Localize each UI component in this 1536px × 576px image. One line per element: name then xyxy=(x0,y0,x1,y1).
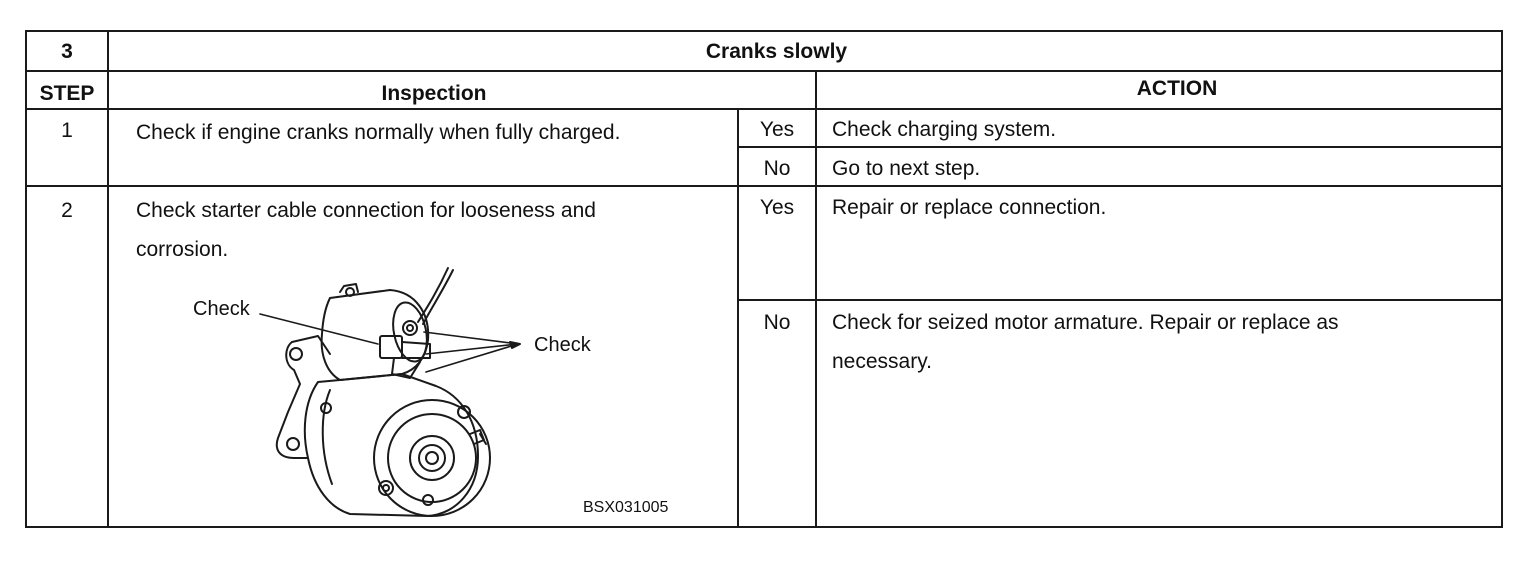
rule-step2-yes-bottom xyxy=(737,299,1503,301)
rule-title-bottom xyxy=(25,70,1503,72)
rule-top xyxy=(25,30,1503,32)
step-2-yes: Yes xyxy=(759,196,795,219)
rule-right xyxy=(1501,30,1503,528)
starter-motor-figure xyxy=(180,262,700,524)
rule-header-bottom xyxy=(25,108,1503,110)
rule-action-col xyxy=(815,70,817,528)
step-2-yes-action: Repair or replace connection. xyxy=(832,196,1107,219)
header-action: ACTION xyxy=(1136,77,1218,100)
header-inspection: Inspection xyxy=(381,82,487,105)
figure-code: BSX031005 xyxy=(583,499,669,516)
callout-check-left: Check xyxy=(193,298,250,320)
section-title: Cranks slowly xyxy=(705,40,848,63)
step-2-inspection-line2: corrosion. xyxy=(136,238,229,261)
step-1-yes-action: Check charging system. xyxy=(832,118,1057,141)
step-1-number: 1 xyxy=(61,119,73,142)
step-2-number: 2 xyxy=(61,199,73,222)
rule-step1-bottom xyxy=(25,185,1503,187)
step-1-no-action: Go to next step. xyxy=(832,157,981,180)
rule-step1-yes-bottom xyxy=(737,146,1503,148)
step-2-no-action-line2: necessary. xyxy=(832,350,932,373)
starter-motor-illustration-icon xyxy=(180,262,700,524)
rule-bottom xyxy=(25,526,1503,528)
step-2-no-action-line1: Check for seized motor armature. Repair or replace as xyxy=(832,311,1339,334)
step-1-inspection: Check if engine cranks normally when fully charged. xyxy=(136,121,621,144)
header-step: STEP xyxy=(39,82,95,105)
section-number: 3 xyxy=(61,40,73,63)
callout-check-right: Check xyxy=(534,334,591,356)
step-1-no: No xyxy=(763,157,791,180)
step-1-yes: Yes xyxy=(759,118,795,141)
step-2-no: No xyxy=(763,311,791,334)
step-2-inspection-line1: Check starter cable connection for looseness and xyxy=(136,199,596,222)
